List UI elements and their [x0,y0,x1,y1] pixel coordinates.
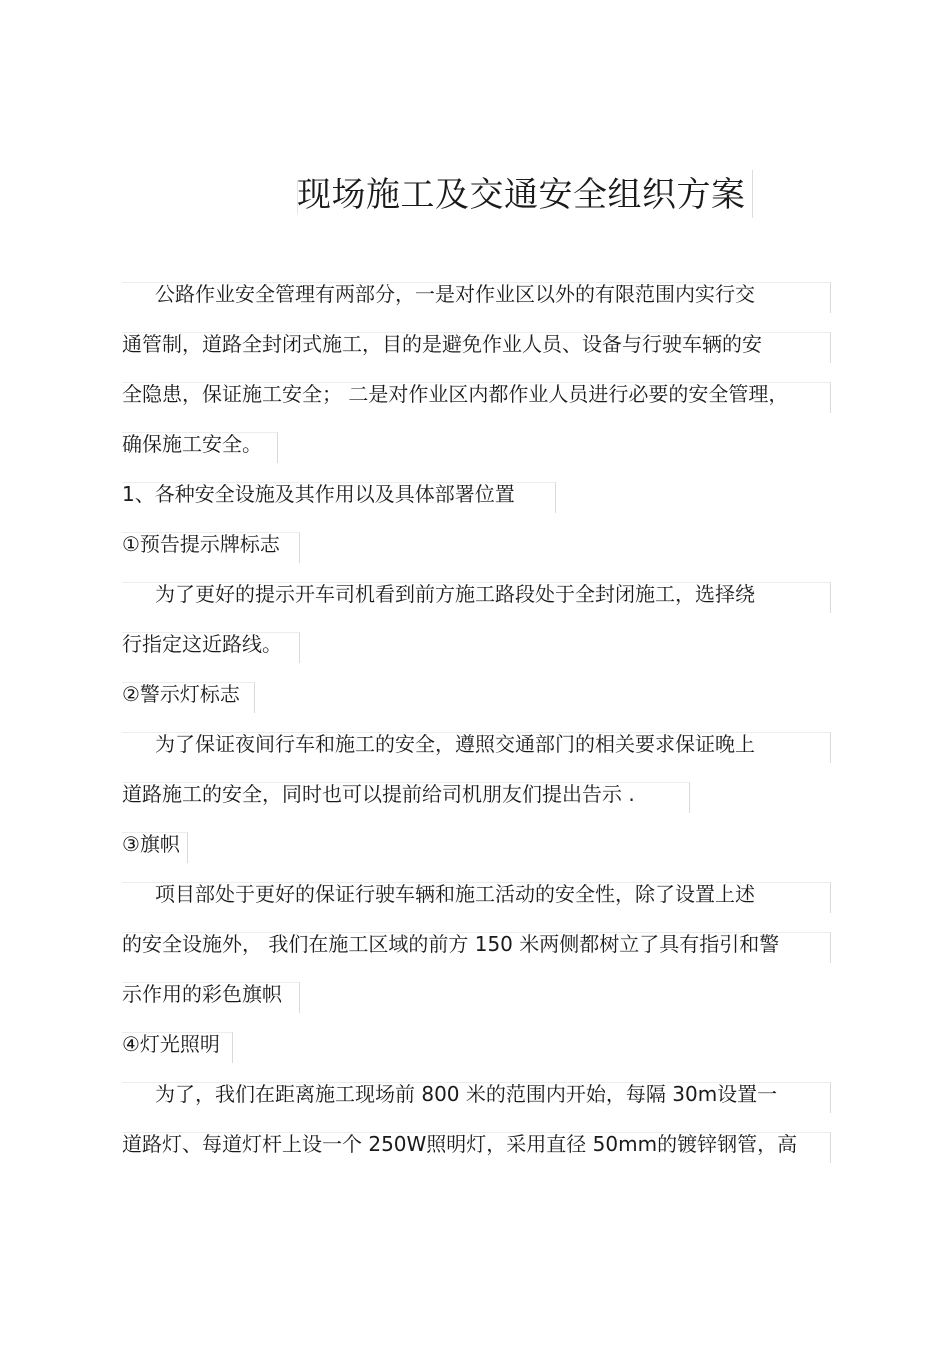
paragraph-line: 道路灯、每道灯杆上设一个 250W照明灯，采用直径 50mm的镀锌钢管，高 [122,1132,798,1156]
paragraph-line: 通管制，道路全封闭式施工，目的是避免作业人员、设备与行驶车辆的安 [122,332,762,356]
paragraph-line: 项目部处于更好的保证行驶车辆和施工活动的安全性，除了设置上述 [155,882,755,906]
subsection-heading: ①预告提示牌标志 [122,532,280,556]
subsection-heading: ③旗帜 [122,832,180,856]
paragraph-line: 全隐患，保证施工安全； 二是对作业区内都作业人员进行必要的安全管理， [122,382,789,406]
title-right-rule [752,170,753,218]
subsection-heading: ④灯光照明 [122,1032,220,1056]
subsection-heading: ②警示灯标志 [122,682,240,706]
paragraph-line: 的安全设施外， 我们在施工区域的前方 150 米两侧都树立了具有指引和警 [122,932,780,956]
paragraph-line: 为了更好的提示开车司机看到前方施工路段处于全封闭施工，选择绕 [155,582,755,606]
paragraph-line: 道路施工的安全，同时也可以提前给司机朋友们提出告示 . [122,782,635,806]
paragraph-line: 为了，我们在距离施工现场前 800 米的范围内开始，每隔 30m设置一 [155,1082,778,1106]
paragraph-line: 确保施工安全。 [122,432,262,456]
paragraph-line: 公路作业安全管理有两部分，一是对作业区以外的有限范围内实行交 [155,282,755,306]
paragraph-line: 示作用的彩色旗帜 [122,982,282,1006]
paragraph-line: 行指定这近路线。 [122,632,282,656]
section-heading: 1、各种安全设施及其作用以及具体部署位置 [122,482,515,506]
paragraph-line: 为了保证夜间行车和施工的安全，遵照交通部门的相关要求保证晚上 [155,732,755,756]
document-title: 现场施工及交通安全组织方案 [297,175,746,215]
